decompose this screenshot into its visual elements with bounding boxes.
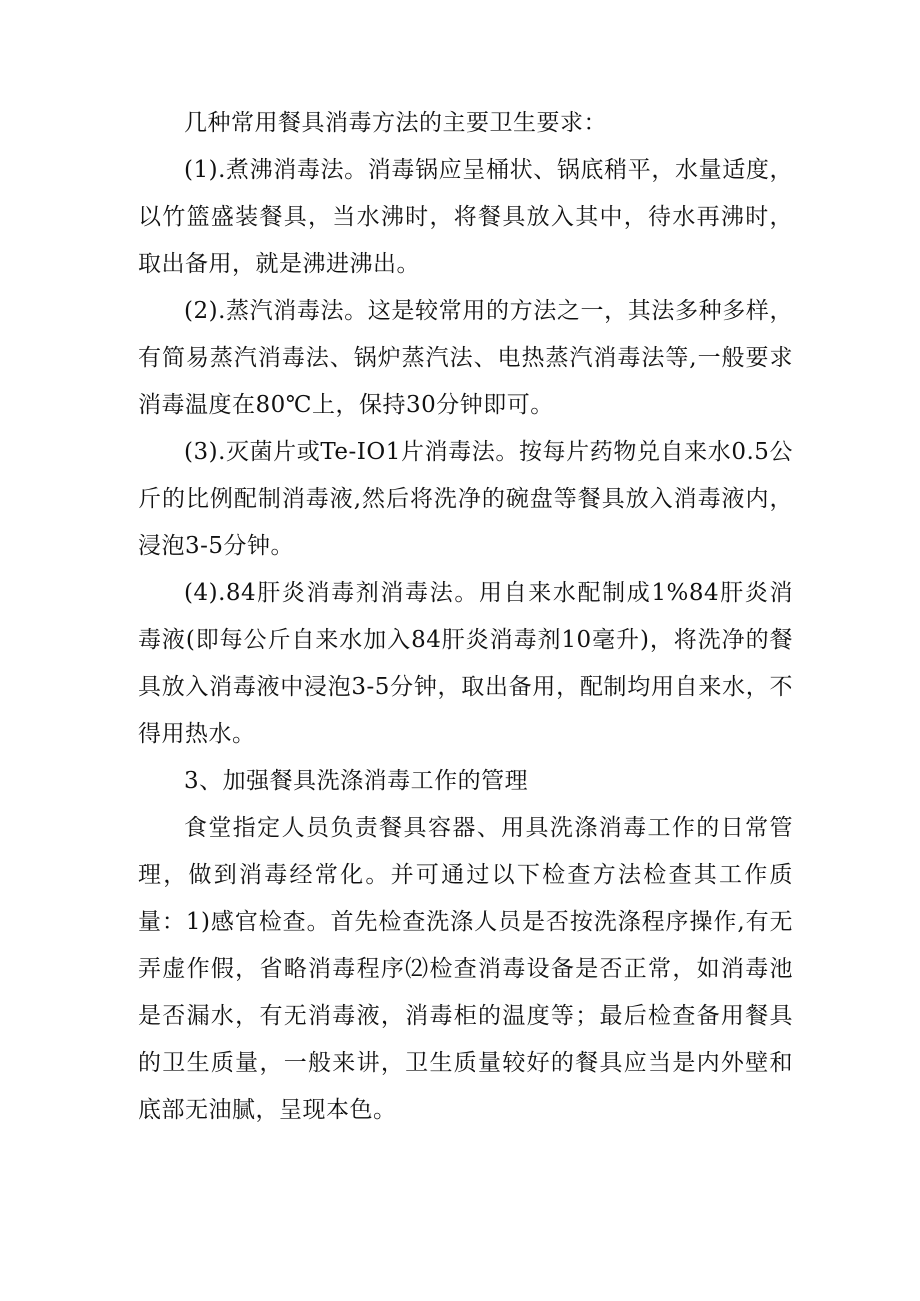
document-body [138, 100, 793, 1134]
disinfectant-84-paragraph: (4).84肝炎消毒剂消毒法。用自来水配制成1%84肝炎消毒液(即每公斤自来水加入84肝炎消毒剂10毫升)，将洗净的餐具放入消毒液中浸泡3-5分钟，取出备用，配制均用自来水，不得用热水。 [138, 580, 793, 747]
management-paragraph: 食堂指定人员负责餐具容器、用具洗涤消毒工作的日常管理，做到消毒经常化。并可通过以下检查方法检查其工作质量：1)感官检查。首先检查洗涤人员是否按洗涤程序操作,有无弄虚作假，省略消毒程序⑵检查消毒设备是否正常，如消毒池是否漏水，有无消毒液，消毒柜的温度等；最后检查备用餐具的卫生质量，一般来讲，卫生质量较好的餐具应当是内外壁和底部无油腻，呈现本色。 [138, 815, 793, 1123]
intro-heading-paragraph: 几种常用餐具消毒方法的主要卫生要求： [184, 110, 607, 136]
tablet-method-paragraph: (3).灭菌片或Te-IO1片消毒法。按每片药物兑自来水0.5公斤的比例配制消毒液,然后将洗净的碗盘等餐具放入消毒液内，浸泡3-5分钟。 [138, 439, 793, 559]
boiling-method-paragraph: (1).煮沸消毒法。消毒锅应呈桶状、锅底稍平，水量适度，以竹篮盛装餐具，当水沸时，将餐具放入其中，待水再沸时，取出备用，就是沸进沸出。 [138, 157, 793, 277]
section-heading-paragraph: 3、加强餐具洗涤消毒工作的管理 [184, 768, 529, 794]
steam-method-paragraph: (2).蒸汽消毒法。这是较常用的方法之一，其法多种多样，有简易蒸汽消毒法、锅炉蒸汽法、电热蒸汽消毒法等,一般要求消毒温度在80℃上，保持30分钟即可。 [138, 298, 793, 418]
